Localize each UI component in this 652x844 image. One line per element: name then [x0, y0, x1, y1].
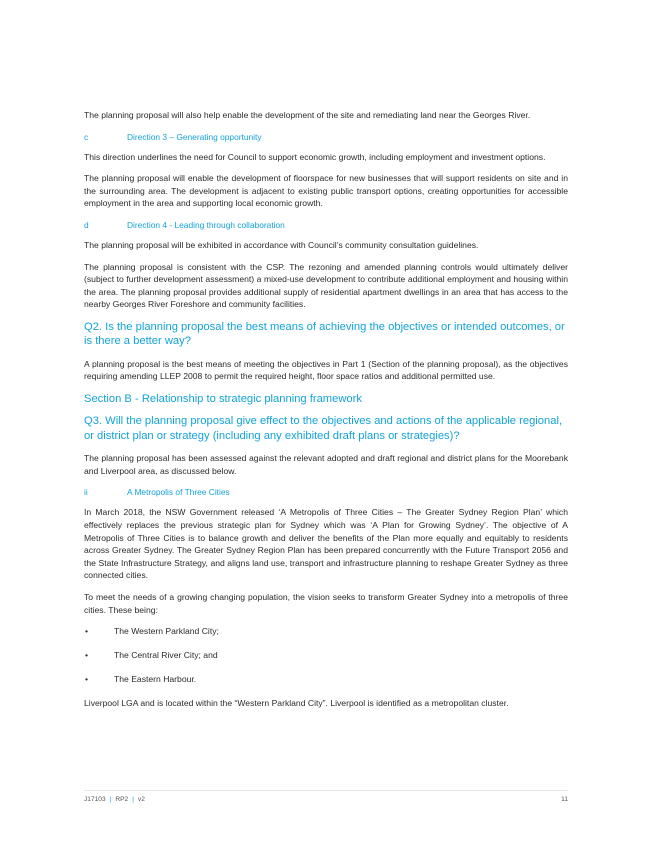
footer [84, 796, 568, 803]
bullet-icon: • [85, 626, 89, 637]
subheading-number: ii [84, 487, 88, 498]
section-heading-b: Section B - Relationship to strategic planning framework [84, 392, 362, 405]
paragraph: The planning proposal will also help enable the development of the site and remediating land near the Georges River. [84, 110, 531, 120]
list-item [84, 649, 568, 661]
bullet-list [84, 625, 568, 685]
subheading-title: A Metropolis of Three Cities [127, 487, 230, 498]
list-item-text: The Eastern Harbour. [114, 674, 197, 685]
job-number: J17103 [84, 796, 106, 803]
paragraph: Liverpool LGA and is located within the “Western Parkland City”. Liverpool is identified as a metropolitan cluster. [84, 698, 509, 709]
separator: | [109, 796, 112, 803]
subheading-title: Direction 4 - Leading through collaboration [127, 219, 285, 230]
bullet-icon: • [85, 650, 89, 661]
subheading-direction-4 [84, 219, 568, 231]
subheading-number: c [84, 131, 89, 142]
subheading-number: d [84, 219, 89, 230]
list-item [84, 625, 568, 637]
paragraph: The planning proposal will be exhibited in accordance with Council’s community consultation guidelines. [84, 239, 479, 250]
page-number: 11 [561, 796, 568, 803]
paragraph: To meet the needs of a growing changing population, the vision seeks to transform Greater Sydney into a metropolis of three cities. These being: [84, 591, 568, 615]
bullet-icon: • [85, 674, 89, 685]
subheading-metropolis [84, 486, 568, 498]
paragraph: The planning proposal is consistent with the CSP. The rezoning and amended planning controls would ultimately deliver (subject to further development assessment) a mixed-use development to contribute additional employment and housing within the area. The planning proposal provides additional supply of residential apartment dwellings in an area that has access to the nearby Georges River Foreshore and community facilities. [84, 261, 568, 310]
question-heading-q3: Q3. Will the planning proposal give effect to the objectives and actions of the applicable regional, or district plan or strategy (including any exhibited draft plans or strategies)? [84, 415, 563, 442]
paragraph: The planning proposal has been assessed against the relevant adopted and draft regional and district plans for the Moorebank and Liverpool area, as discussed below. [84, 453, 568, 476]
paragraph: This direction underlines the need for Council to support economic growth, including employment and investment options. [84, 151, 546, 162]
list-item-text: The Central River City; and [114, 650, 218, 661]
report-code: RP2 [115, 796, 129, 803]
list-item [84, 673, 568, 685]
subheading-title: Direction 3 – Generating opportunity [127, 131, 262, 142]
document-reference [84, 796, 145, 803]
list-item-text: The Western Parkland City; [114, 626, 219, 637]
paragraph: The planning proposal will enable the development of floorspace for new businesses that will support residents on site and in the surrounding area. The development is adjacent to existing public transport options, creating opportunities for accessible employment in the area and supporting local economic growth. [84, 173, 568, 209]
separator: | [132, 796, 134, 803]
question-heading-q2: Q2. Is the planning proposal the best means of achieving the objectives or intended outcomes, or is there a better way? [84, 320, 565, 348]
document-body [84, 109, 568, 710]
subheading-direction-3 [84, 131, 568, 143]
paragraph: In March 2018, the NSW Government released ‘A Metropolis of Three Cities – The Greater Sydney Region Plan’ which effectively replaces the previous strategic plan for Sydney which was ‘A Plan for Growing Sydney’. The objective of A Metropolis of Three Cities is to balance growth and deliver the benefits of the Plan more equally and equitably to residents across Greater Sydney. The Greater Sydney Region Plan has been prepared concurrently with the Future Transport 2056 and the State Infrastructure Strategy, and aligns land use, transport and infrastructure planning to reshape Greater Sydney as three connected cities. [84, 507, 568, 581]
paragraph: A planning proposal is the best means of meeting the objectives in Part 1 (Section of the planning proposal), as the objectives requiring amending LLEP 2008 to permit the required height, floor space ratios and additional permitted use. [84, 358, 568, 382]
version: v2 [137, 796, 145, 803]
footer-divider [84, 790, 568, 791]
